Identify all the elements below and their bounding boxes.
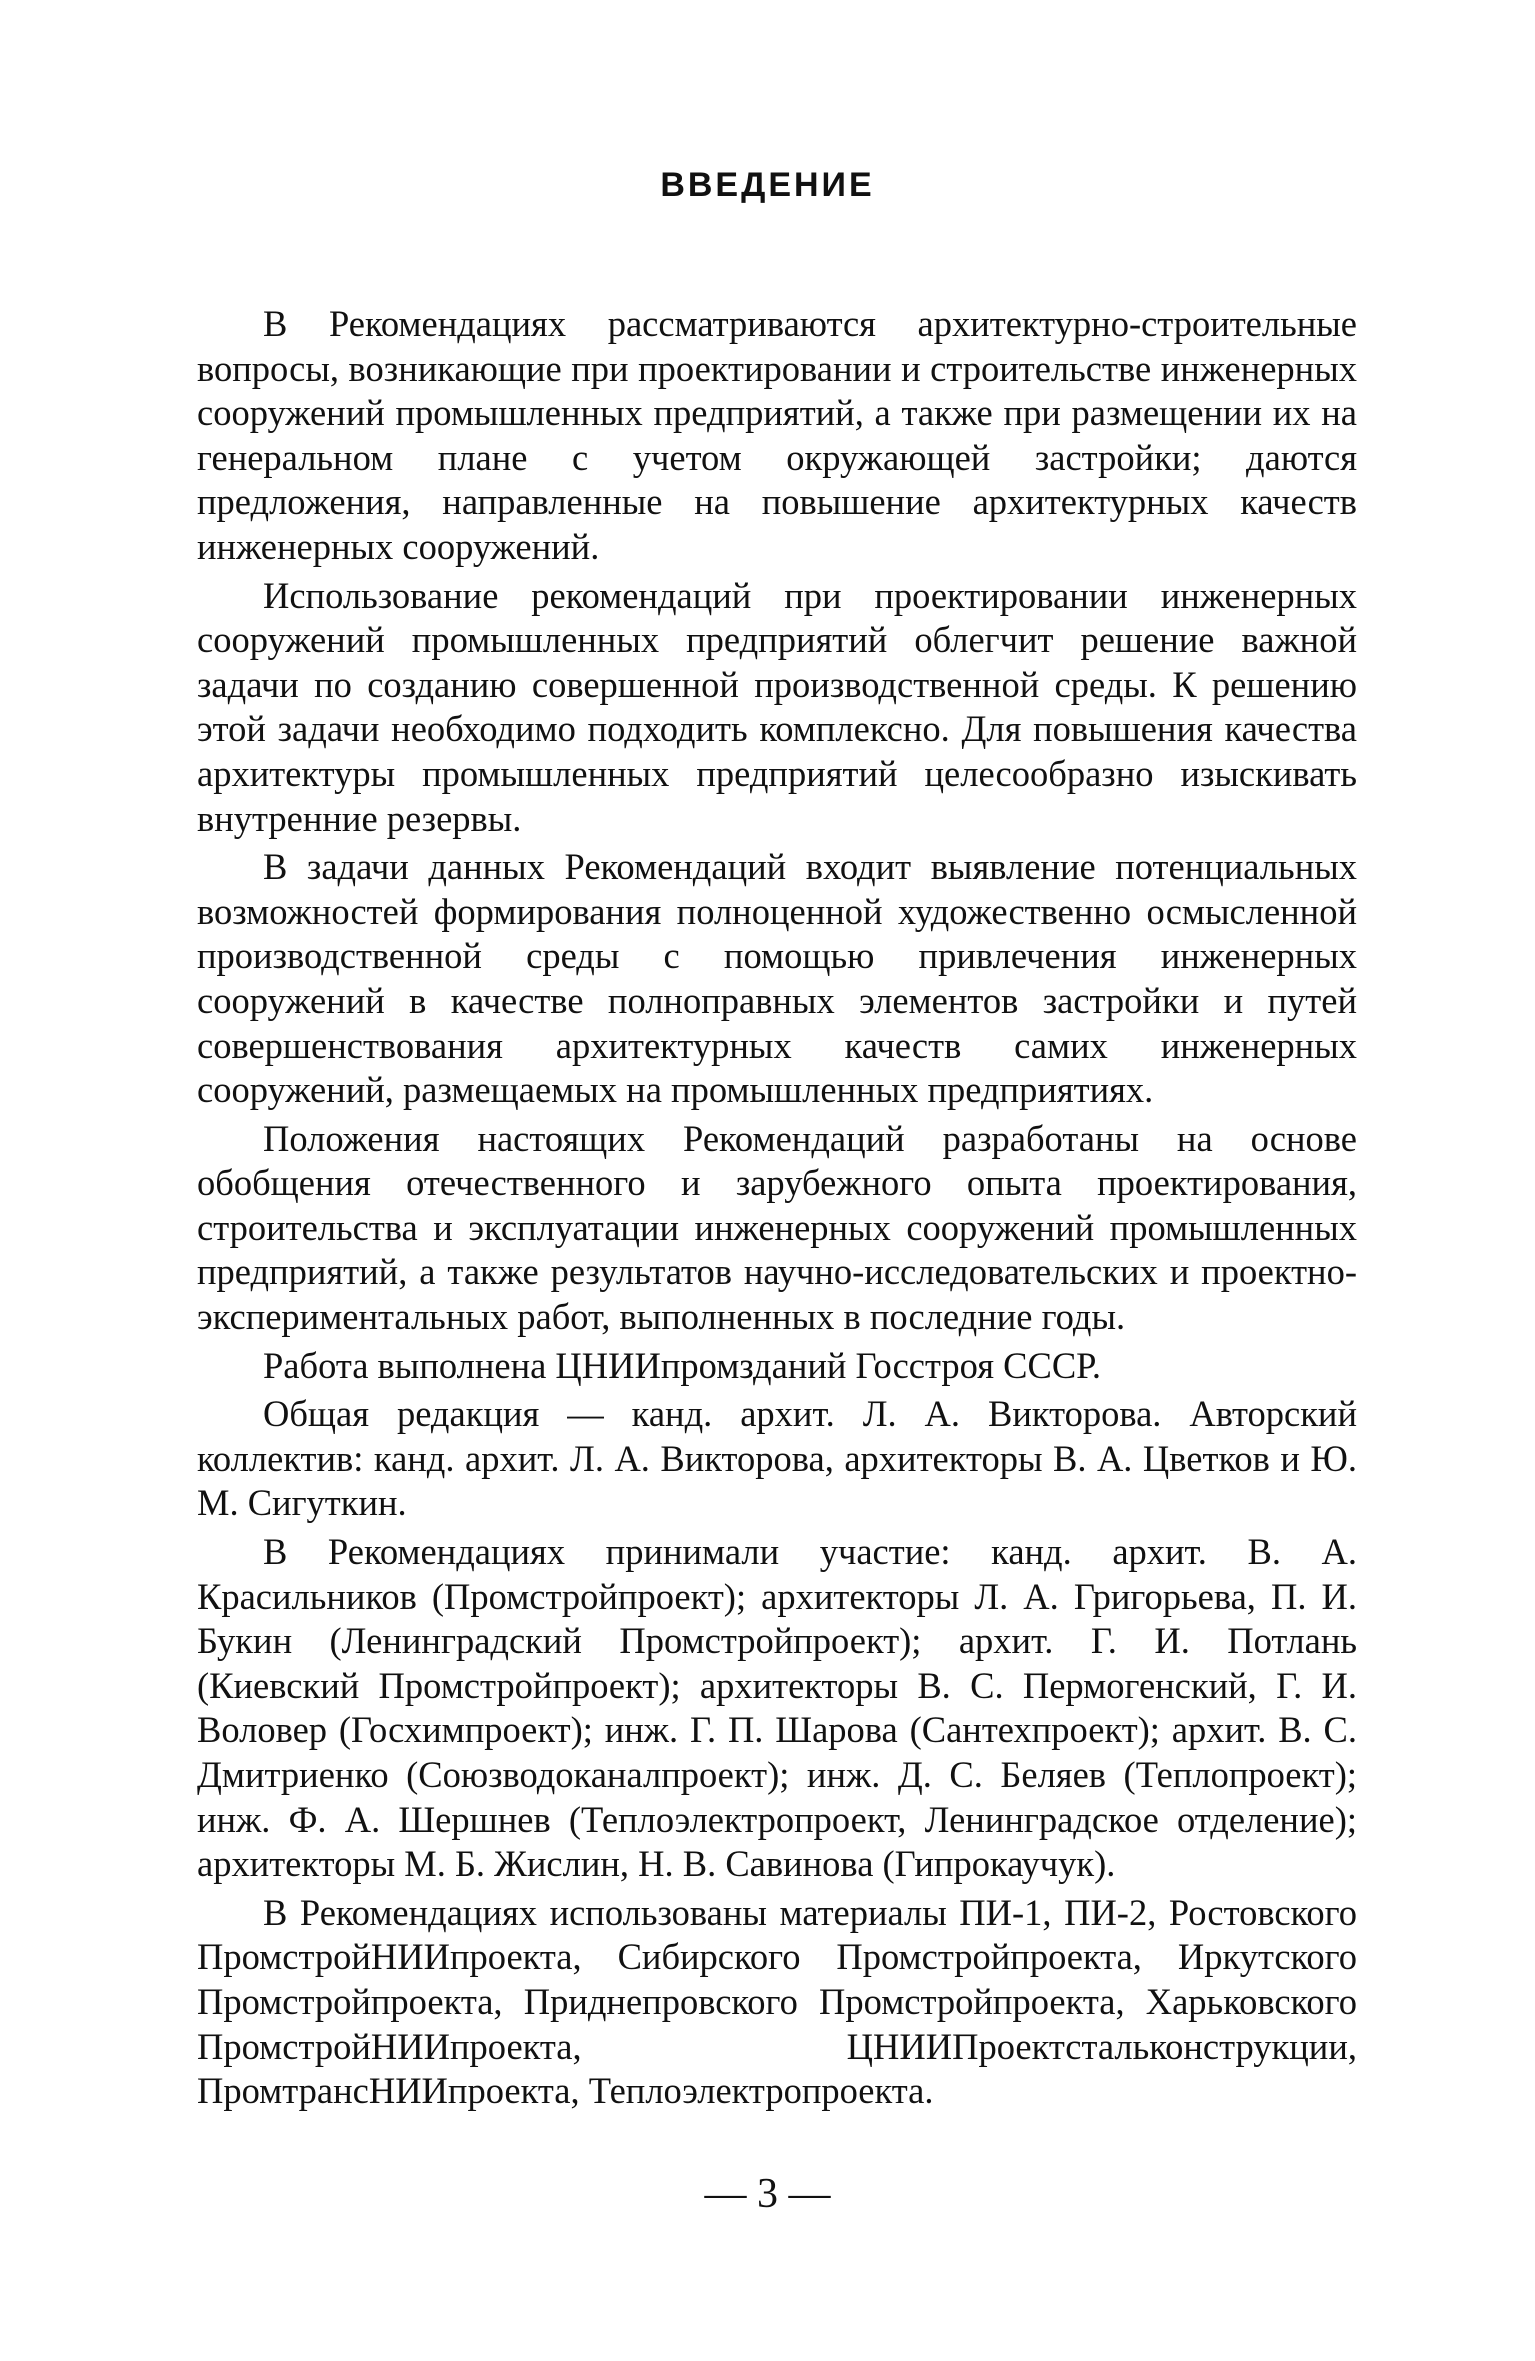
paragraph-objectives: В задачи данных Рекомендаций входит выявление потенциальных возможностей формирования полноценной художественно осмысленной производственной среды с помощью привлечения инженерных сооружений в качестве полноправных элементов застройки и путей совершенствования архитектурных качеств самих инженерных сооружений, размещаемых на промышленных предприятиях.: [197, 846, 1357, 1111]
paragraph-authors: Общая редакция — канд. архит. Л. А. Викторова. Авторский коллектив: канд. архит. Л. А. Викторова, архитекторы В. А. Цветков и Ю. М. Сигуткин.: [197, 1393, 1357, 1524]
page-number: — 3 —: [704, 2171, 831, 2217]
paragraph-materials: В Рекомендациях использованы материалы ПИ-1, ПИ-2, Ростовского ПромстройНИИпроекта, Сибирского Промстройпроекта, Иркутского Промстройпроекта, Приднепровского Промстройпроекта, Харьковского ПромстройНИИпроекта, ЦНИИПроектстальконструкции, ПромтрансНИИпроекта, Теплоэлектропроекта.: [197, 1891, 1357, 2112]
paragraph-usage: Использование рекомендаций при проектировании инженерных сооружений промышленных предприятий облегчит решение важной задачи по созданию совершенной производственной среды. К решению этой задачи необходимо подходить комплексно. Для повышения качества архитектуры промышленных предприятий целесообразно изыскивать внутренние резервы.: [197, 574, 1357, 839]
paragraph-organization: Работа выполнена ЦНИИпромзданий Госстроя СССР.: [263, 1344, 1102, 1386]
document-body: [197, 302, 1357, 2118]
paragraph-basis: Положения настоящих Рекомендаций разработаны на основе обобщения отечественного и зарубежного опыта проектирования, строительства и эксплуатации инженерных сооружений промышленных предприятий, а также результатов научно-исследовательских и проектно-экспериментальных работ, выполненных в последние годы.: [197, 1117, 1357, 1338]
paragraph-intro: В Рекомендациях рассматриваются архитектурно-строительные вопросы, возникающие при проектировании и строительстве инженерных сооружений промышленных предприятий, а также при размещении их на генеральном плане с учетом окружающей застройки; даются предложения, направленные на повышение архитектурных качеств инженерных сооружений.: [197, 303, 1357, 567]
paragraph-participants: В Рекомендациях принимали участие: канд. архит. В. А. Красильников (Промстройпроект); архитекторы Л. А. Григорьева, П. И. Букин (Ленинградский Промстройпроект); архит. Г. И. Потлань (Киевский Промстройпроект); архитекторы В. С. Пермогенский, Г. И. Воловер (Госхимпроект); инж. Г. П. Шарова (Сантехпроект); архит. В. С. Дмитриенко (Союзводоканалпроект); инж. Д. С. Беляев (Теплопроект); инж. Ф. А. Шершнев (Теплоэлектропроект, Ленинградское отделение); архитекторы М. Б. Жислин, Н. В. Савинова (Гипрокаучук).: [197, 1531, 1357, 1885]
page-title: ВВЕДЕНИЕ: [660, 166, 875, 204]
